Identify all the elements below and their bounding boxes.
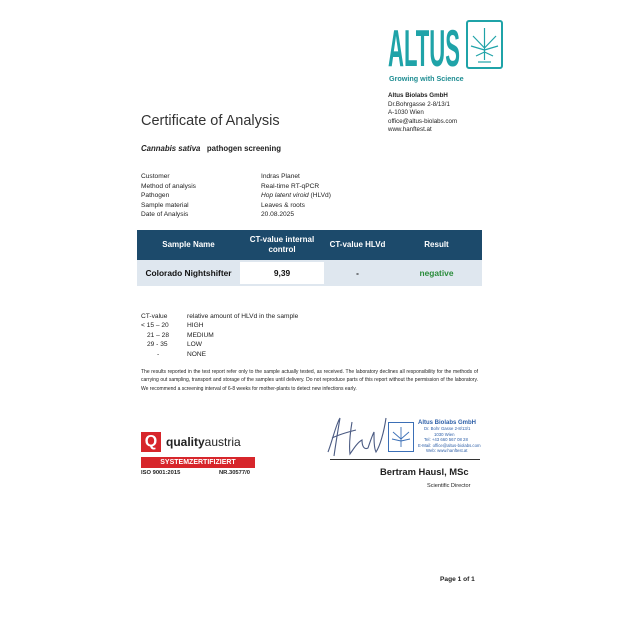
cannabis-leaf-icon	[466, 20, 503, 69]
info-value: Leaves & roots	[261, 201, 305, 209]
legend-ct-label: CT-value	[141, 313, 168, 320]
disclaimer-text: The results reported in the test report refer only to the sample actually tested, as received. The laboratory declines all responsibility for the methods of carrying out sampling, transport and storage of the samples until delivery. Do not reproduce parts of this report without the permission of the laboratory. We recommend a screening interval of 6-8 weeks for mother-plants to detect new infections early.	[141, 369, 478, 392]
company-address	[388, 92, 457, 135]
signer-role: Scientific Director	[427, 483, 471, 489]
info-label: Customer	[141, 173, 170, 180]
stamp-line: Tel: +43 660 567 08 28	[424, 437, 468, 443]
header-ct-internal: CT-value internal control	[249, 235, 315, 254]
legend-level: MEDIUM	[187, 331, 214, 339]
legend-desc-label: relative amount of HLVd in the sample	[187, 313, 299, 320]
address-line-2: A-1030 Wien	[388, 109, 424, 117]
stamp-line: Web: www.hanftest.at	[426, 448, 468, 454]
cell-result: negative	[419, 268, 454, 278]
table-row	[137, 260, 482, 286]
legend-level: NONE	[187, 350, 207, 358]
info-value: Real-time RT-qPCR	[261, 182, 320, 190]
svg-text:ALTUS: ALTUS	[388, 20, 460, 71]
quality-word-bold: quality	[166, 435, 205, 449]
header-sample-name: Sample Name	[162, 240, 215, 249]
legend-row	[141, 350, 298, 359]
quality-wordmark	[166, 435, 241, 449]
stamp-line: Dr. Bohr Gasse 2-8/13/1	[424, 426, 471, 432]
legend-level: LOW	[187, 341, 203, 349]
stamp-leaf-icon	[388, 422, 414, 452]
document-subtitle	[141, 144, 281, 153]
pathogen-abbrev: (HLVd)	[310, 192, 331, 200]
info-value	[261, 191, 331, 201]
info-value: 20.08.2025	[261, 211, 295, 219]
legend-row	[141, 340, 298, 349]
quality-word-rest: austria	[204, 435, 241, 449]
sample-info	[141, 172, 331, 220]
company-web: www.hanftest.at	[388, 126, 432, 134]
stamp-line: E-Mail: office@altus-biolabs.com	[418, 442, 481, 448]
quality-q-icon: Q	[141, 432, 161, 452]
legend-range: < 15 – 20	[141, 322, 169, 330]
iso-standard: ISO 9001:2015	[141, 470, 181, 476]
pathogen-name: Hop latent viroid	[261, 192, 309, 200]
table-header	[137, 230, 482, 260]
signature-line	[330, 459, 480, 460]
info-label: Method of analysis	[141, 182, 196, 190]
handwritten-signature	[322, 412, 392, 462]
subtitle-rest: pathogen screening	[206, 144, 281, 153]
cell-sample-name: Colorado Nightshifter	[145, 268, 232, 278]
legend-row	[141, 321, 298, 330]
company-stamp	[418, 421, 481, 453]
cell-ct-hlvd: -	[356, 268, 359, 278]
signer-name: Bertram Hausl, MSc	[380, 466, 469, 477]
page-number: Page 1 of 1	[440, 576, 475, 583]
cell-ct-internal: 9,39	[240, 262, 324, 284]
document-title: Certificate of Analysis	[141, 113, 280, 129]
info-value: Indras Planet	[261, 173, 300, 180]
ct-legend	[141, 312, 298, 359]
info-row-material	[141, 201, 331, 211]
certificate-number: NR.30577/0	[219, 470, 250, 476]
altus-logo	[388, 20, 460, 71]
legend-range: -	[157, 350, 160, 358]
legend-header	[141, 312, 298, 321]
info-row-customer	[141, 172, 331, 182]
info-label: Date of Analysis	[141, 211, 189, 219]
info-row-method	[141, 182, 331, 192]
legend-level: HIGH	[187, 322, 204, 330]
legend-range: 21 – 28	[147, 331, 169, 339]
company-email: office@altus-biolabs.com	[388, 117, 458, 125]
subtitle-species: Cannabis sativa	[141, 144, 201, 153]
info-row-pathogen	[141, 191, 331, 201]
header-result: Result	[424, 240, 449, 249]
info-row-date	[141, 210, 331, 220]
company-name: Altus Biolabs GmbH	[388, 92, 448, 99]
system-certified-bar: SYSTEMZERTIFIZIERT	[141, 457, 255, 468]
info-label: Pathogen	[141, 192, 170, 200]
stamp-name: Altus Biolabs GmbH	[418, 420, 477, 426]
stamp-line: 1030 Wien	[434, 431, 455, 437]
header-ct-hlvd: CT-value HLVd	[329, 240, 386, 249]
info-label: Sample material	[141, 201, 189, 209]
legend-row	[141, 331, 298, 340]
brand-tagline: Growing with Science	[389, 74, 464, 83]
results-table	[137, 230, 482, 286]
legend-range: 29 - 35	[147, 341, 168, 349]
address-line-1: Dr.Bohrgasse 2-8/13/1	[388, 100, 450, 108]
